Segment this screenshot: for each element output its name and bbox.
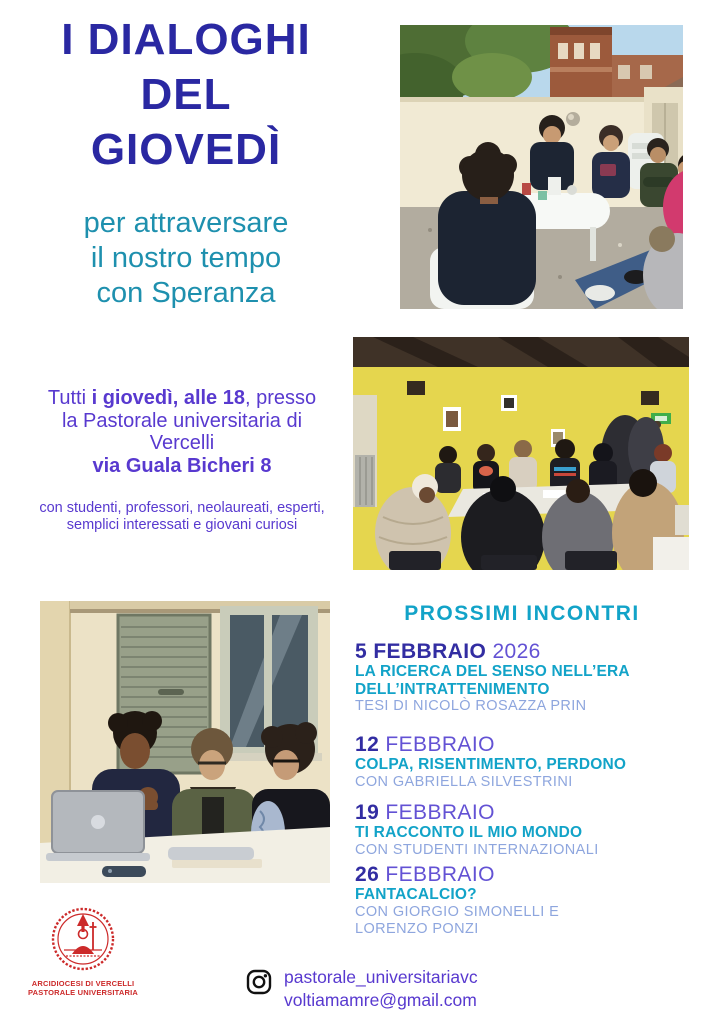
event-4-date [355,864,700,886]
event-3-date-day: 19 [355,801,380,824]
event-item-4 [355,864,700,939]
address: via Guala Bicheri 8 [92,454,272,477]
subtitle-line-1: per attraversare [83,207,289,239]
info-line-2: la Pastorale universitaria di [61,409,303,432]
subtitle [0,206,372,311]
event-1-date-day: 5 FEBBRAIO [355,640,487,663]
event-2-date-rest: FEBBRAIO [385,733,495,756]
diocese-logo [8,906,158,997]
event-3-speaker [355,842,700,860]
subtitle-line-3: con Speranza [96,277,276,309]
event-4-speaker-line-1: CON GIORGIO SIMONELLI E [355,903,560,920]
event-4-date-rest: FEBBRAIO [385,863,495,886]
event-1-date [355,641,700,663]
event-3-title [355,824,700,842]
event-item-1 [355,641,700,716]
schedule-info [0,387,364,477]
info-line-3: Vercelli [149,432,215,454]
event-1-title [355,663,700,698]
event-3-title-line-1: TI RACCONTO IL MIO MONDO [355,824,583,841]
diocese-seal-icon [50,906,116,974]
info-line-1-pre: Tutti [47,387,87,409]
contact-block [246,966,478,1012]
event-4-speaker [355,904,700,939]
instagram-icon [246,969,272,995]
event-1-title-line-1: LA RICERCA DEL SENSO NELL’ERA [355,663,630,680]
logo-text-line-1: ARCIDIOCESI DI VERCELLI [31,979,135,988]
event-2-speaker-line-1: CON GABRIELLA SILVESTRINI [355,773,573,790]
outdoor-meeting-illustration [400,25,683,309]
event-3-date [355,802,700,824]
event-3-speaker-line-1: CON STUDENTI INTERNAZIONALI [355,841,599,858]
logo-text-line-2: PASTORALE UNIVERSITARIA [27,988,139,997]
classroom-illustration [353,337,689,570]
instagram-handle[interactable]: pastorale_universitariavc [284,967,478,987]
photo-classroom-meeting [353,337,689,570]
event-4-title-line-1: FANTACALCIO? [355,886,477,903]
event-1-date-rest: 2026 [492,640,541,663]
event-1-speaker [355,698,700,716]
info-line-1-post: , presso [244,387,317,409]
event-4-date-day: 26 [355,863,380,886]
events-heading: PROSSIMI INCONTRI [404,602,640,625]
event-2-date [355,734,700,756]
contact-email[interactable]: voltiamamre@gmail.com [284,990,477,1010]
info-line-1-bold: i giovedì, alle 18 [91,387,245,409]
title-line-1: I DIALOGHI [61,15,311,64]
audience-line-1: con studenti, professori, neolaureati, esperti, [39,500,325,516]
title-line-3: GIOVEDÌ [90,125,282,174]
page-title [0,12,372,177]
event-2-title-line-1: COLPA, RISENTIMENTO, PERDONO [355,756,627,773]
event-2-date-day: 12 [355,733,380,756]
event-1-title-line-2: DELL’INTRATTENIMENTO [355,680,550,698]
event-4-title [355,886,700,904]
photo-students-laptop [40,601,330,883]
event-1-speaker-line-1: TESI DI NICOLÒ ROSAZZA PRIN [355,698,587,714]
info-line-4 [0,455,364,478]
event-2-title [355,756,700,774]
title-line-2: DEL [140,70,232,119]
event-item-3 [355,802,700,859]
subtitle-line-2: il nostro tempo [90,242,282,274]
event-4-speaker-line-2: LORENZO PONZI [355,921,479,937]
students-laptop-illustration [40,601,330,883]
audience-line-2: semplici interessati e giovani curiosi [66,517,298,533]
audience-note [0,500,364,534]
photo-outdoor-meeting [400,25,683,309]
event-2-speaker [355,774,700,792]
event-item-2 [355,734,700,791]
info-line-1 [0,387,364,410]
event-3-date-rest: FEBBRAIO [385,801,495,824]
